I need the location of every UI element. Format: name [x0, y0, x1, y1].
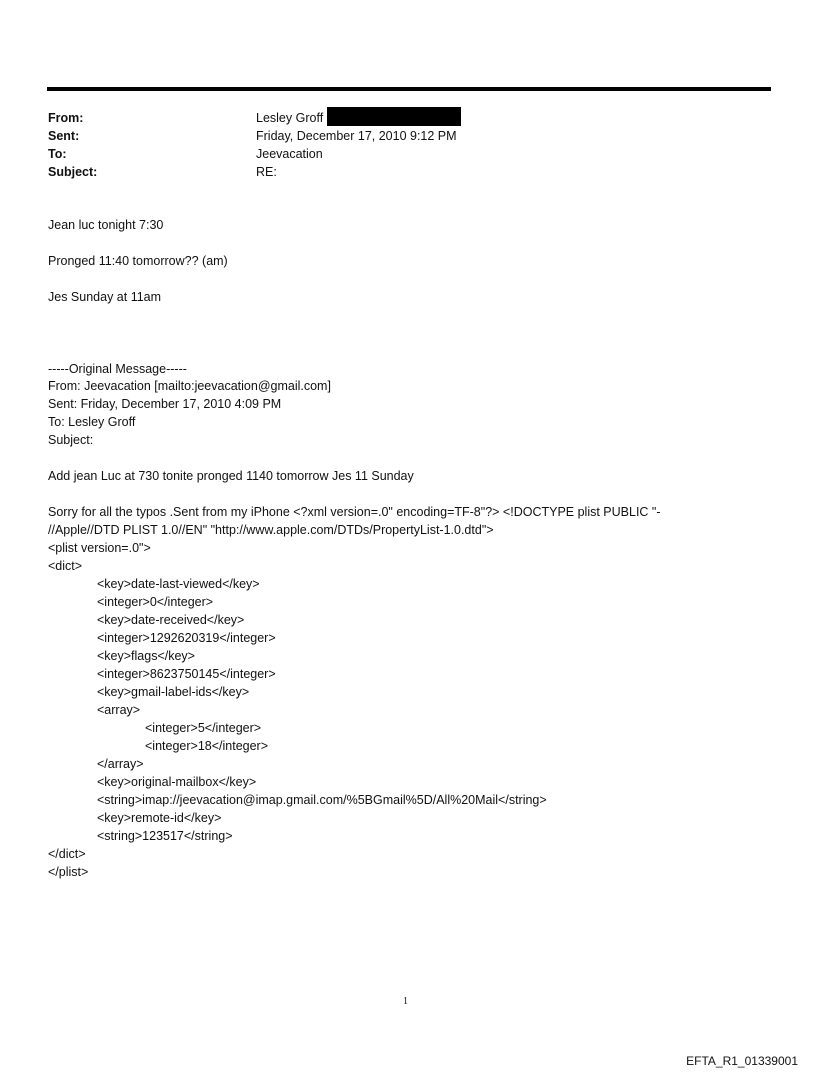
plist-line: <key>gmail-label-ids</key> — [97, 685, 250, 699]
plist-line: <integer>0</integer> — [97, 595, 214, 609]
signature-line: Sorry for all the typos .Sent from my iPhone <?xml version=.0" encoding=TF-8"?> <!DOCTYPE plist PUBLIC "- — [48, 505, 661, 519]
original-sent: Sent: Friday, December 17, 2010 4:09 PM — [48, 397, 282, 411]
from-value — [256, 109, 461, 128]
plist-line: </dict> — [48, 847, 86, 861]
original-to: To: Lesley Groff — [48, 415, 136, 429]
plist-line: </array> — [97, 757, 144, 771]
plist-line: <dict> — [48, 559, 83, 573]
plist-line: <integer>18</integer> — [145, 739, 269, 753]
plist-line: <key>date-received</key> — [97, 613, 245, 627]
subject-value: RE: — [256, 165, 277, 179]
body-line: Pronged 11:40 tomorrow?? (am) — [48, 254, 228, 268]
original-subject: Subject: — [48, 433, 94, 447]
plist-line: <key>flags</key> — [97, 649, 195, 663]
sent-value: Friday, December 17, 2010 9:12 PM — [256, 129, 457, 143]
plist-line: <integer>1292620319</integer> — [97, 631, 276, 645]
plist-line: <key>date-last-viewed</key> — [97, 577, 260, 591]
to-value: Jeevacation — [256, 147, 323, 161]
plist-line: <string>123517</string> — [97, 829, 233, 843]
original-from: From: Jeevacation [mailto:jeevacation@gmail.com] — [48, 379, 331, 393]
plist-line: <plist version=.0"> — [48, 541, 151, 555]
from-label: From: — [48, 111, 84, 125]
signature-line: //Apple//DTD PLIST 1.0//EN" "http://www.apple.com/DTDs/PropertyList-1.0.dtd"> — [48, 523, 494, 537]
plist-line: <integer>5</integer> — [145, 721, 262, 735]
to-label: To: — [48, 147, 67, 161]
redaction-box — [327, 107, 461, 126]
original-divider: -----Original Message----- — [48, 362, 187, 376]
document-id: EFTA_R1_01339001 — [686, 1054, 798, 1068]
body-line: Jes Sunday at 11am — [48, 290, 162, 304]
plist-line: <array> — [97, 703, 141, 717]
page-number: 1 — [403, 996, 408, 1007]
plist-line: </plist> — [48, 865, 89, 879]
plist-line: <key>remote-id</key> — [97, 811, 222, 825]
sent-label: Sent: — [48, 129, 80, 143]
from-name: Lesley Groff — [256, 111, 324, 125]
original-message: Add jean Luc at 730 tonite pronged 1140 tomorrow Jes 11 Sunday — [48, 469, 414, 483]
body-line: Jean luc tonight 7:30 — [48, 218, 164, 232]
header-rule — [47, 87, 771, 91]
subject-label: Subject: — [48, 165, 98, 179]
plist-line: <integer>8623750145</integer> — [97, 667, 276, 681]
plist-line: <key>original-mailbox</key> — [97, 775, 257, 789]
plist-line: <string>imap://jeevacation@imap.gmail.com/%5BGmail%5D/All%20Mail</string> — [97, 793, 547, 807]
